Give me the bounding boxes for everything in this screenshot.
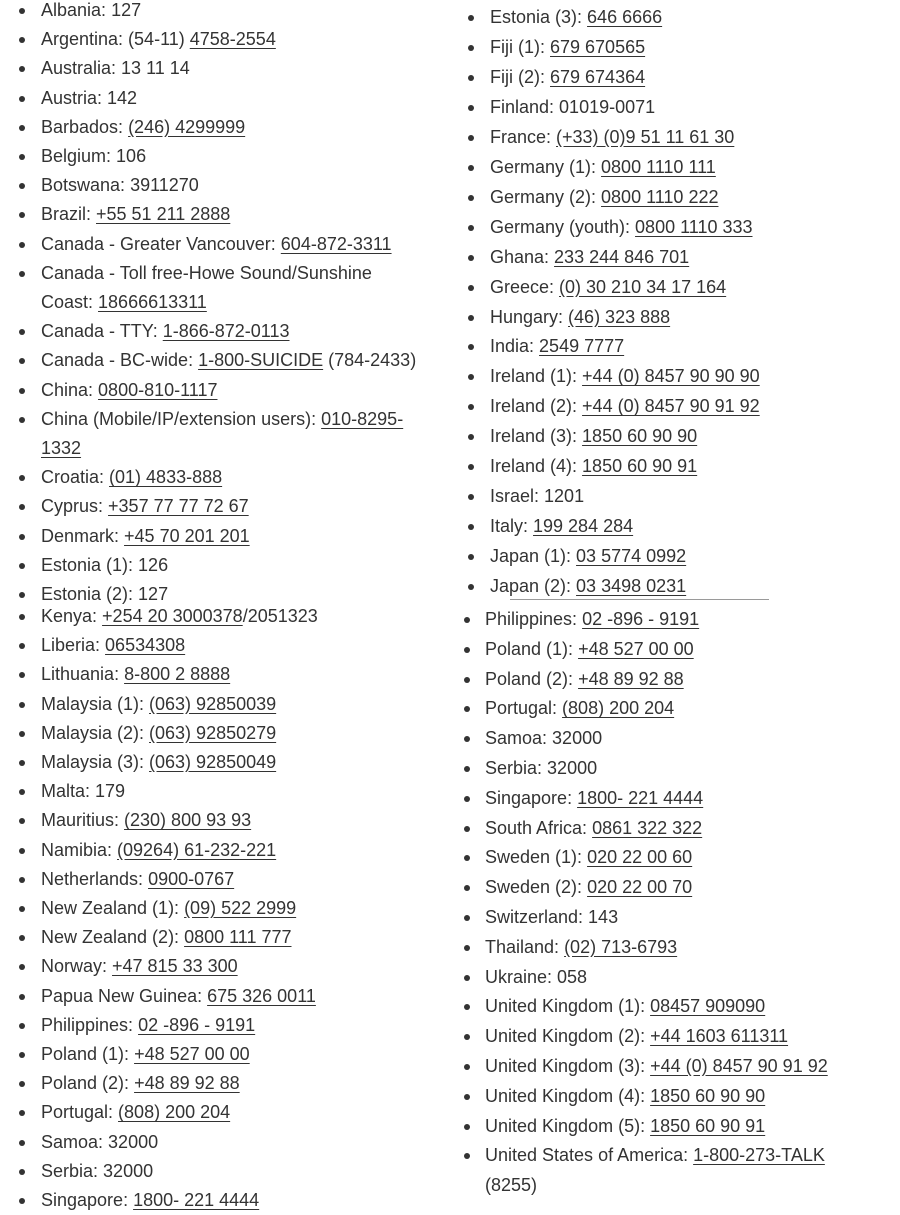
entry-text: 179 xyxy=(95,781,126,802)
hotline-entry xyxy=(440,362,870,392)
hotline-panel-top-right xyxy=(440,0,900,604)
entry-label: Estonia (1): xyxy=(41,554,139,575)
hotline-entry xyxy=(440,1022,860,1052)
hotline-entry xyxy=(440,1112,860,1142)
hotline-entry xyxy=(440,1141,860,1201)
entry-label: Philippines: xyxy=(41,1014,139,1035)
entry-label: Canada - TTY: xyxy=(41,321,163,342)
hotline-entry xyxy=(0,1128,426,1157)
entry-label: Norway: xyxy=(41,956,113,977)
hotline-entry xyxy=(440,93,870,123)
phone-link[interactable]: 679 670565 xyxy=(550,36,646,57)
entry-label: Japan (1): xyxy=(490,546,577,567)
entry-label: Canada - Greater Vancouver: xyxy=(41,233,281,254)
entry-text: 142 xyxy=(107,87,138,108)
entry-label: Mauritius: xyxy=(41,810,125,831)
phone-link[interactable]: 18666613311 xyxy=(98,292,207,313)
phone-link[interactable]: 1850 60 90 90 xyxy=(582,426,698,447)
phone-link[interactable]: 2549 7777 xyxy=(539,336,625,357)
phone-link[interactable]: (063) 92850279 xyxy=(149,722,277,743)
hotline-entry xyxy=(0,492,426,521)
hotline-entry xyxy=(440,332,870,362)
phone-link[interactable]: (808) 200 204 xyxy=(118,1102,231,1123)
hotline-entry xyxy=(440,814,860,844)
phone-link[interactable]: 4758-2554 xyxy=(189,29,276,50)
entry-label: United Kingdom (3): xyxy=(485,1055,651,1076)
hotline-entry xyxy=(0,748,426,777)
entry-label: Albania: xyxy=(41,0,112,20)
entry-text: 127 xyxy=(111,0,142,20)
hotline-entry xyxy=(0,113,426,142)
hotline-entry xyxy=(0,806,426,835)
phone-link[interactable]: +44 1603 611311 xyxy=(650,1026,789,1047)
hotline-entry xyxy=(440,873,860,903)
phone-link[interactable]: 0800 1110 222 xyxy=(601,186,719,207)
phone-link[interactable]: 0800-810-1117 xyxy=(98,379,218,400)
entry-label: Australia: xyxy=(41,58,122,79)
phone-link[interactable]: 604-872-3311 xyxy=(280,233,392,254)
entry-label: Botswana: xyxy=(41,175,131,196)
hotline-entry xyxy=(440,843,860,873)
hotline-entry xyxy=(440,392,870,422)
hotline-entry xyxy=(0,836,426,865)
entry-label: Cyprus: xyxy=(41,496,109,517)
phone-link[interactable]: 199 284 284 xyxy=(533,516,634,537)
hotline-entry xyxy=(0,1098,426,1127)
hotline-list xyxy=(440,605,900,1201)
phone-link[interactable]: +48 89 92 88 xyxy=(134,1073,240,1094)
entry-label: Finland: xyxy=(490,96,560,117)
entry-label: Portugal: xyxy=(41,1102,119,1123)
hotline-entry xyxy=(440,243,870,273)
hotline-entry xyxy=(0,230,426,259)
entry-label: Liberia: xyxy=(41,635,106,656)
entry-label: Malaysia (1): xyxy=(41,693,150,714)
phone-link[interactable]: 0800 111 777 xyxy=(184,927,292,948)
entry-label: Poland (1): xyxy=(41,1044,135,1065)
entry-label: Germany (1): xyxy=(490,156,602,177)
entry-label: India: xyxy=(490,336,540,357)
entry-label: Japan (2): xyxy=(490,576,577,597)
hotline-entry xyxy=(0,865,426,894)
phone-link[interactable]: 03 5774 0992 xyxy=(576,546,687,567)
hotline-entry xyxy=(440,933,860,963)
entry-label: United Kingdom (4): xyxy=(485,1085,651,1106)
phone-link[interactable]: 0800 1110 333 xyxy=(635,216,753,237)
entry-label: Israel: xyxy=(490,486,545,507)
entry-label: Canada - BC-wide: xyxy=(41,350,199,371)
hotline-entry xyxy=(440,213,870,243)
hotline-entry xyxy=(440,452,870,482)
phone-link[interactable]: (0) 30 210 34 17 164 xyxy=(559,276,727,297)
entry-label: China: xyxy=(41,379,99,400)
entry-text: 32000 xyxy=(103,1160,154,1181)
phone-link[interactable]: 646 6666 xyxy=(587,7,663,27)
phone-link[interactable]: (01) 4833-888 xyxy=(109,467,223,488)
entry-label: Portugal: xyxy=(485,698,563,719)
hotline-entry xyxy=(440,63,870,93)
phone-link[interactable]: (808) 200 204 xyxy=(562,698,675,719)
phone-link[interactable]: +357 77 77 72 67 xyxy=(108,496,249,517)
entry-label: Singapore: xyxy=(41,1190,134,1211)
hotline-entry xyxy=(440,963,860,993)
entry-label: Ireland (2): xyxy=(490,396,583,417)
entry-label: Ireland (1): xyxy=(490,366,583,387)
entry-label: Malaysia (3): xyxy=(41,752,150,773)
entry-label: Malta: xyxy=(41,781,96,802)
entry-label: Hungary: xyxy=(490,306,569,327)
hotline-entry xyxy=(0,894,426,923)
hotline-entry xyxy=(440,665,860,695)
phone-link[interactable]: 0800 1110 111 xyxy=(601,156,716,177)
hotline-entry xyxy=(0,777,426,806)
entry-label: Greece: xyxy=(490,276,560,297)
phone-link[interactable]: 8-800 2 8888 xyxy=(124,664,231,685)
hotline-entry xyxy=(440,153,870,183)
phone-link[interactable]: 0900-0767 xyxy=(148,868,235,889)
hotline-entry xyxy=(440,482,870,512)
entry-label: Sweden (2): xyxy=(485,877,588,898)
hotline-entry xyxy=(0,84,426,113)
hotline-entry xyxy=(0,1157,426,1186)
hotline-entry xyxy=(440,724,860,754)
phone-link[interactable]: (246) 4299999 xyxy=(128,116,246,137)
hotline-entry xyxy=(440,1052,860,1082)
divider xyxy=(510,599,769,600)
phone-link[interactable]: (02) 713-6793 xyxy=(564,936,678,957)
hotline-entry xyxy=(0,54,426,83)
hotline-panel-bottom-right xyxy=(440,604,900,1200)
phone-link[interactable]: +44 (0) 8457 90 90 90 xyxy=(582,366,760,387)
entry-label: Belgium: xyxy=(41,146,117,167)
hotline-entry xyxy=(0,631,426,660)
entry-label: United States of America: xyxy=(485,1145,694,1166)
phone-link[interactable]: (+33) (0)9 51 11 61 30 xyxy=(556,126,735,147)
phone-link[interactable]: (063) 92850049 xyxy=(149,752,277,773)
phone-link[interactable]: 1850 60 90 90 xyxy=(650,1085,766,1106)
hotline-entry xyxy=(440,694,860,724)
entry-text: 1201 xyxy=(544,486,585,507)
hotline-entry xyxy=(0,317,426,346)
entry-label: Denmark: xyxy=(41,525,125,546)
hotline-panel-top-left xyxy=(0,0,440,604)
phone-link[interactable]: 1850 60 90 91 xyxy=(650,1115,766,1136)
hotline-entry xyxy=(440,605,860,635)
hotline-entry xyxy=(440,123,870,153)
hotline-entry xyxy=(440,903,860,933)
entry-label: Fiji (2): xyxy=(490,66,550,87)
entry-label: Canada - Toll free-Howe Sound/Sunshine Coast: xyxy=(41,262,372,313)
entry-text: 32000 xyxy=(552,728,603,749)
hotline-entry xyxy=(0,1186,426,1215)
hotline-list xyxy=(0,0,440,609)
phone-link[interactable]: 1-800-273-TALK xyxy=(693,1145,825,1166)
entry-text: (8255) xyxy=(485,1175,538,1196)
entry-label: United Kingdom (5): xyxy=(485,1115,651,1136)
phone-link[interactable]: 1800- 221 4444 xyxy=(577,787,704,808)
hotline-entry xyxy=(0,1011,426,1040)
phone-link[interactable]: +44 (0) 8457 90 91 92 xyxy=(650,1055,828,1076)
entry-label: Estonia (2): xyxy=(41,584,139,605)
phone-link[interactable]: +45 70 201 201 xyxy=(124,525,250,546)
entry-label: Argentina: (54-11) xyxy=(41,29,190,50)
entry-text: /2051323 xyxy=(242,606,318,626)
entry-label: Serbia: xyxy=(41,1160,104,1181)
phone-link[interactable]: 1800- 221 4444 xyxy=(133,1190,260,1211)
entry-label: South Africa: xyxy=(485,817,593,838)
phone-link[interactable]: 1-800-SUICIDE xyxy=(198,350,324,371)
entry-text: 143 xyxy=(588,906,619,927)
entry-label: Samoa: xyxy=(41,1131,109,1152)
entry-label: Germany (2): xyxy=(490,186,602,207)
hotline-entry xyxy=(0,463,426,492)
hotline-entry xyxy=(0,660,426,689)
entry-label: Ireland (3): xyxy=(490,426,583,447)
phone-link[interactable]: (09264) 61-232-221 xyxy=(117,839,277,860)
phone-link[interactable]: (063) 92850039 xyxy=(149,693,277,714)
phone-link[interactable]: 0861 322 322 xyxy=(592,817,703,838)
entry-label: Barbados: xyxy=(41,116,129,137)
entry-label: Brazil: xyxy=(41,204,97,225)
hotline-entry xyxy=(0,602,426,631)
hotline-entry xyxy=(0,982,426,1011)
entry-text: 3911270 xyxy=(130,175,199,196)
hotline-entry xyxy=(440,542,870,572)
hotline-entry xyxy=(0,0,426,25)
entry-text: 01019-0071 xyxy=(559,96,656,117)
hotline-entry xyxy=(440,422,870,452)
entry-label: France: xyxy=(490,126,557,147)
entry-label: Fiji (1): xyxy=(490,36,550,57)
hotline-entry xyxy=(0,690,426,719)
hotline-list xyxy=(0,602,440,1215)
hotline-entry xyxy=(0,1040,426,1069)
hotline-entry xyxy=(0,171,426,200)
hotline-panel-bottom-left xyxy=(0,604,440,1211)
entry-label: Ukraine: xyxy=(485,966,558,987)
phone-link[interactable]: 679 674364 xyxy=(550,66,646,87)
entry-text: (784-2433) xyxy=(323,350,417,371)
hotline-entry xyxy=(440,784,860,814)
phone-link[interactable]: 233 244 846 701 xyxy=(554,246,690,267)
entry-text: 127 xyxy=(138,584,169,605)
hotline-entry xyxy=(440,183,870,213)
hotline-entry xyxy=(440,992,860,1022)
entry-text: 13 11 14 xyxy=(121,58,190,79)
phone-link[interactable]: (230) 800 93 93 xyxy=(124,810,252,831)
entry-label: Netherlands: xyxy=(41,868,149,889)
entry-label: Thailand: xyxy=(485,936,565,957)
hotline-entry xyxy=(440,572,870,602)
hotline-entry xyxy=(0,923,426,952)
entry-label: Germany (youth): xyxy=(490,216,636,237)
entry-text: 106 xyxy=(116,146,147,167)
phone-link[interactable]: 1-866-872-0113 xyxy=(162,321,290,342)
hotline-entry xyxy=(440,754,860,784)
phone-link[interactable]: 02 -896 - 9191 xyxy=(138,1014,256,1035)
phone-link[interactable]: +48 527 00 00 xyxy=(134,1044,250,1065)
hotline-entry xyxy=(440,635,860,665)
phone-link[interactable]: 010-8295-1332 xyxy=(41,408,404,459)
hotline-entry xyxy=(0,142,426,171)
hotline-entry xyxy=(0,25,426,54)
entry-label: Kenya: xyxy=(41,606,103,626)
phone-link[interactable]: 1850 60 90 91 xyxy=(582,456,698,477)
phone-link[interactable]: 03 3498 0231 xyxy=(576,576,687,597)
entry-label: Poland (2): xyxy=(41,1073,135,1094)
entry-label: United Kingdom (1): xyxy=(485,996,651,1017)
phone-link[interactable]: +44 (0) 8457 90 91 92 xyxy=(582,396,760,417)
hotline-entry xyxy=(0,952,426,981)
hotline-entry xyxy=(440,273,870,303)
hotline-entry xyxy=(440,3,870,33)
entry-label: Ghana: xyxy=(490,246,555,267)
entry-label: Sweden (1): xyxy=(485,847,588,868)
phone-link[interactable]: 08457 909090 xyxy=(650,996,766,1017)
phone-link[interactable]: 020 22 00 70 xyxy=(587,877,693,898)
entry-label: Lithuania: xyxy=(41,664,125,685)
phone-link[interactable]: 06534308 xyxy=(105,635,186,656)
entry-label: Philippines: xyxy=(485,609,583,629)
entry-label: Ireland (4): xyxy=(490,456,583,477)
entry-label: Serbia: xyxy=(485,757,548,778)
phone-link[interactable]: +48 527 00 00 xyxy=(578,638,694,659)
hotline-entry xyxy=(0,259,426,317)
entry-label: Samoa: xyxy=(485,728,553,749)
hotline-entry xyxy=(0,405,426,463)
entry-label: Singapore: xyxy=(485,787,578,808)
hotline-entry xyxy=(0,376,426,405)
hotline-entry xyxy=(440,303,870,333)
hotline-entry xyxy=(440,512,870,542)
hotline-entry xyxy=(440,33,870,63)
phone-link[interactable]: (09) 522 2999 xyxy=(184,898,297,919)
entry-label: Croatia: xyxy=(41,467,110,488)
entry-label: New Zealand (1): xyxy=(41,898,185,919)
hotline-entry xyxy=(0,522,426,551)
hotline-entry xyxy=(0,551,426,580)
entry-label: Poland (1): xyxy=(485,638,579,659)
phone-link[interactable]: +254 20 3000378 xyxy=(102,606,243,626)
entry-label: Malaysia (2): xyxy=(41,722,150,743)
entry-label: Papua New Guinea: xyxy=(41,985,208,1006)
phone-link[interactable]: +55 51 211 2888 xyxy=(96,204,231,225)
entry-label: United Kingdom (2): xyxy=(485,1026,651,1047)
entry-label: Italy: xyxy=(490,516,534,537)
hotline-entry xyxy=(440,1082,860,1112)
phone-link[interactable]: 675 326 0011 xyxy=(207,985,316,1006)
hotline-entry xyxy=(0,200,426,229)
phone-link[interactable]: 020 22 00 60 xyxy=(587,847,693,868)
entry-label: Switzerland: xyxy=(485,906,589,927)
hotline-list xyxy=(440,3,900,602)
phone-link[interactable]: +47 815 33 300 xyxy=(112,956,238,977)
phone-link[interactable]: 02 -896 - 9191 xyxy=(582,609,700,629)
entry-text: 058 xyxy=(557,966,588,987)
entry-text: 126 xyxy=(138,554,169,575)
entry-label: Estonia (3): xyxy=(490,7,588,27)
hotline-entry xyxy=(0,1069,426,1098)
phone-link[interactable]: +48 89 92 88 xyxy=(578,668,684,689)
entry-text: 32000 xyxy=(547,757,598,778)
entry-label: China (Mobile/IP/extension users): xyxy=(41,408,322,429)
entry-label: New Zealand (2): xyxy=(41,927,185,948)
entry-label: Namibia: xyxy=(41,839,118,860)
phone-link[interactable]: (46) 323 888 xyxy=(568,306,671,327)
hotline-entry xyxy=(0,346,426,375)
hotline-entry xyxy=(0,719,426,748)
entry-label: Poland (2): xyxy=(485,668,579,689)
entry-label: Austria: xyxy=(41,87,108,108)
entry-text: 32000 xyxy=(108,1131,159,1152)
